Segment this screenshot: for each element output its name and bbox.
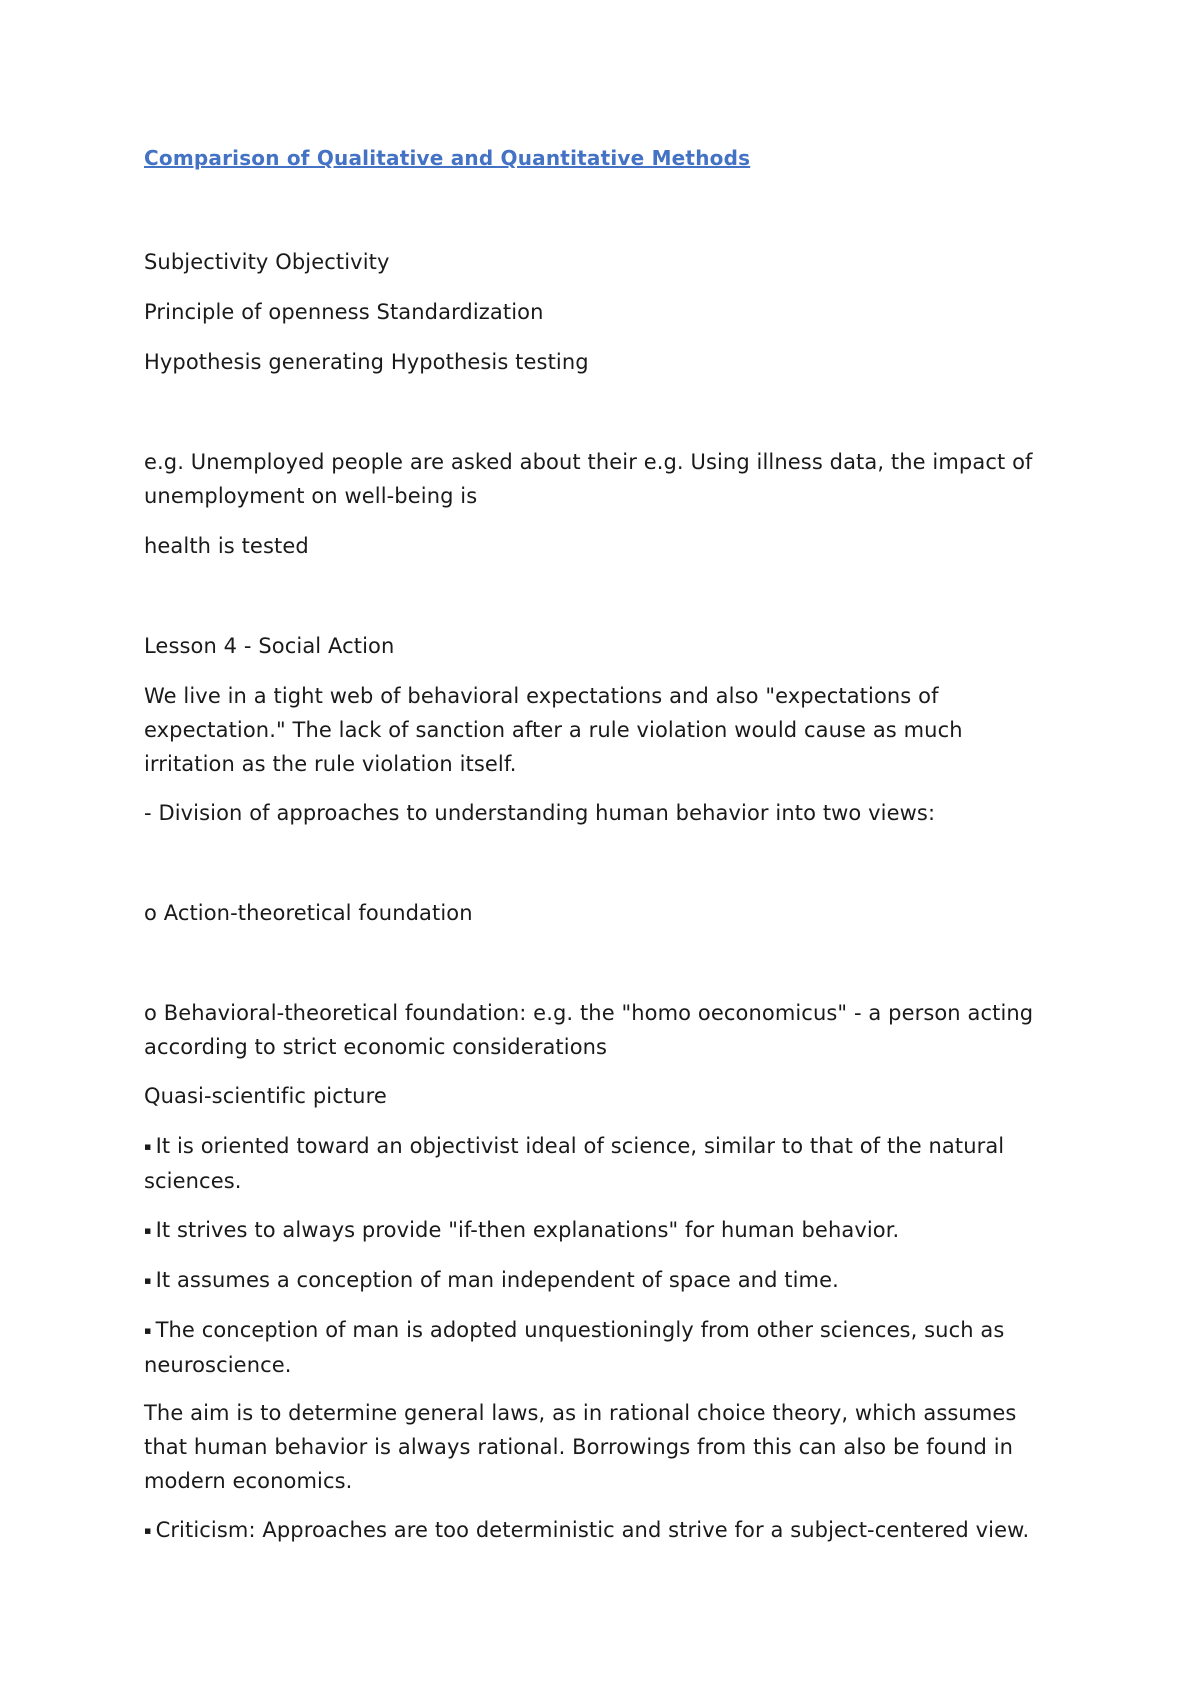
comparison-line-openness: Principle of openness Standardization (144, 300, 544, 324)
bullet-text: It is oriented toward an objectivist ideal of science, similar to that of the natural sciences. (144, 1134, 1005, 1193)
bullet-icon: ▪ (144, 1274, 152, 1287)
bullet-text: Criticism: Approaches are too deterministic and strive for a subject-centered view. (155, 1518, 1030, 1542)
bullet-text: The conception of man is adopted unquestioningly from other sciences, such as neuroscience. (144, 1318, 1005, 1377)
bullet-text: It assumes a conception of man independent of space and time. (155, 1268, 839, 1292)
bullet-item (144, 1263, 1054, 1298)
division-line: - Division of approaches to understanding human behavior into two views: (144, 801, 936, 825)
bullet-icon: ▪ (144, 1324, 152, 1337)
example-paragraph: e.g. Unemployed people are asked about their e.g. Using illness data, the impact of unemployment on well-being is (144, 450, 1033, 508)
bullet-icon: ▪ (144, 1224, 152, 1237)
comparison-line-hypothesis: Hypothesis generating Hypothesis testing (144, 350, 589, 374)
action-theoretical-item: o Action-theoretical foundation (144, 901, 473, 925)
bullet-item (144, 1129, 1054, 1198)
behavioral-theoretical-item: o Behavioral-theoretical foundation: e.g. the "homo oeconomicus" - a person acting according to strict economic considerations (144, 1001, 1034, 1059)
comparison-line-subjectivity: Subjectivity Objectivity (144, 250, 390, 274)
expectations-paragraph: We live in a tight web of behavioral expectations and also "expectations of expectation." The lack of sanction after a rule violation would cause as much irritation as the rule violation itself. (144, 684, 963, 776)
document-title[interactable]: Comparison of Qualitative and Quantitative Methods (144, 146, 751, 170)
lesson-heading: Lesson 4 - Social Action (144, 634, 395, 658)
bullet-item (144, 1213, 1054, 1248)
bullet-text: It strives to always provide "if-then explanations" for human behavior. (155, 1218, 900, 1242)
bullet-item-criticism (144, 1513, 1054, 1548)
bullet-icon: ▪ (144, 1524, 152, 1537)
bullet-item (144, 1313, 1054, 1382)
aim-paragraph: The aim is to determine general laws, as in rational choice theory, which assumes that human behavior is always rational. Borrowings from this can also be found in modern economics. (144, 1401, 1017, 1493)
quasi-scientific-heading: Quasi-scientific picture (144, 1084, 387, 1108)
example-paragraph-continued: health is tested (144, 534, 309, 558)
bullet-icon: ▪ (144, 1140, 152, 1153)
